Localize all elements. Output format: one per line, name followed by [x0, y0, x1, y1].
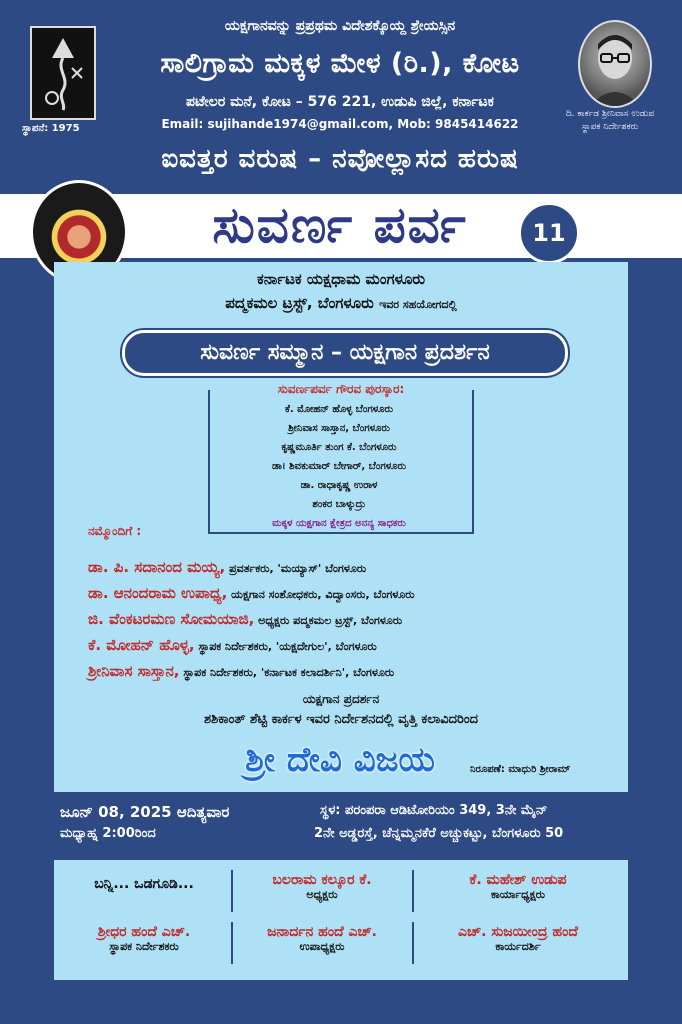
organizer-line-2	[54, 294, 628, 312]
honoree: ಶಂಕರ ಬಾಳ್ಕುದ್ರು	[312, 499, 366, 510]
organization-name: ಸಾಲಿಗ್ರಾಮ ಮಕ್ಕಳ ಮೇಳ (ರಿ.), ಕೋಟ	[160, 48, 520, 79]
guest-row	[88, 610, 608, 628]
honoree: ಕೆ. ಮೋಹನ್ ಹೊಳ್ಳ ಬೆಂಗಳೂರು	[284, 404, 394, 415]
event-time: ಮಧ್ಯಾಹ್ನ 2:00ರಿಂದ	[60, 826, 156, 841]
committee-member	[236, 872, 408, 902]
edition-badge: 11	[518, 202, 580, 264]
guest-role: ಅಧ್ಯಕ್ಷರು ಪದ್ಮಕಮಲ ಟ್ರಸ್ಟ್, ಬೆಂಗಳೂರು	[254, 614, 403, 627]
portrait-caption-role: ಸ್ಥಾಪಕ ನಿರ್ದೇಶಕರು	[581, 122, 639, 132]
guest-role: ಯಕ್ಷಗಾನ ಸಂಶೋಧಕರು, ವಿದ್ವಾಂಸರು, ಬೆಂಗಳೂರು	[227, 588, 415, 601]
contact-info: Email: sujihande1974@gmail.com, Mob: 9845414622	[161, 117, 519, 131]
guest-name: ಜಿ. ವೆಂಕಟರಮಣ ಸೋಮಯಾಜಿ,	[88, 610, 255, 628]
organizer-line-2-main: ಪದ್ಮಕಮಲ ಟ್ರಸ್ಟ್, ಬೆಂಗಳೂರು	[225, 294, 374, 312]
honor-heading-text: ಸುವರ್ಣಪರ್ವ ಗೌರವ ಪುರಸ್ಕಾರ:	[274, 382, 409, 396]
guest-role: ಪ್ರವರ್ತಕರು, 'ಮಯ್ಯಾಸ್' ಬೆಂಗಳೂರು	[225, 562, 367, 575]
honoree: ಡಾ. ರಾಧಾಕೃಷ್ಣ ಉರಾಳ	[300, 480, 378, 491]
member-name: ಕೆ. ಮಹೇಶ್ ಉಡುಪ	[469, 872, 567, 888]
member-role: ಉಪಾಧ್ಯಕ್ಷರು	[299, 940, 345, 953]
committee-member	[60, 924, 228, 954]
honor-heading	[208, 382, 474, 397]
member-name: ಶ್ರೀಧರ ಹಂದೆ ಎಚ್.	[97, 924, 191, 940]
guest-row	[88, 558, 608, 576]
column-divider	[231, 870, 233, 912]
fifty-years-slogan: ಐವತ್ತರ ವರುಷ – ನವೋಲ್ಲಾಸದ ಹರುಷ	[161, 144, 519, 174]
event-date: ಜೂನ್ 08, 2025 ಆದಿತ್ಯವಾರ	[60, 803, 230, 821]
honoree: ಕೃಷ್ಣಮೂರ್ತಿ ತುಂಗ ಕೆ. ಬೆಂಗಳೂರು	[281, 442, 397, 453]
portrait-caption	[540, 108, 680, 134]
story-title: ಶ್ರೀ ದೇವಿ ವಿಜಯ	[245, 740, 435, 780]
tagline: ಯಕ್ಷಗಾನವನ್ನು ಪ್ರಪ್ರಥಮ ವಿದೇಶಕ್ಕೊಯ್ದ ಶ್ರೇಯಸ್ಸಿನ	[224, 18, 456, 34]
event-title: ಸುವರ್ಣ ಪರ್ವ	[212, 196, 468, 254]
founder-portrait	[578, 20, 652, 108]
guest-name: ಕೆ. ಮೋಹನ್ ಹೊಳ್ಳ,	[88, 636, 195, 654]
column-divider	[412, 922, 414, 964]
member-name: ಬಲರಾಮ ಕಲ್ಕೂರ ಕೆ.	[272, 872, 372, 888]
venue-line-2: 2ನೇ ಅಡ್ಡರಸ್ತೆ, ಚೆನ್ನಮ್ಮನಕೆರೆ ಅಚ್ಚುಕಟ್ಟು, ಬೆಂಗಳೂರು 50	[314, 826, 564, 841]
committee-member	[418, 924, 618, 954]
program-title-pill: ಸುವರ್ಣ ಸಮ್ಮಾನ – ಯಕ್ಷಗಾನ ಪ್ರದರ್ಶನ	[122, 330, 568, 376]
column-divider	[231, 922, 233, 964]
member-name: ಜನಾರ್ದನ ಹಂದೆ ಎಚ್.	[267, 924, 377, 940]
performance-line: ಶಶಿಕಾಂತ್ ಶೆಟ್ಟಿ ಕಾರ್ಕಳ ಇವರ ನಿರ್ದೇಶನದಲ್ಲಿ ವೃತ್ತಿ ಕಲಾವಿದರಿಂದ	[203, 712, 479, 727]
honoree: ಡಾ। ಶಿವಕುಮಾರ್ ಬೇಗಾರ್, ಬೆಂಗಳೂರು	[271, 461, 407, 472]
honor-footer: ಮಕ್ಕಳ ಯಕ್ಷಗಾನ ಕ್ಷೇತ್ರದ ಅನನ್ಯ ಸಾಧಕರು	[272, 518, 406, 529]
member-role: ಕಾರ್ಯಾಧ್ಯಕ್ಷರು	[490, 888, 546, 901]
portrait-caption-name: ದಿ. ಕಾರ್ಕಡ ಶ್ರೀನಿವಾಸ ಉಡುಪ	[565, 109, 655, 119]
member-role: ಸ್ಥಾಪಕ ನಿರ್ದೇಶಕರು	[109, 940, 179, 953]
guest-name: ಡಾ. ಪಿ. ಸದಾನಂದ ಮಯ್ಯ,	[88, 558, 226, 576]
member-role: ಕಾರ್ಯದರ್ಶಿ	[495, 940, 541, 953]
member-name: ಎಚ್. ಸುಜಯೀಂದ್ರ ಹಂದೆ	[458, 924, 578, 940]
guest-row	[88, 584, 608, 602]
committee-member	[236, 924, 408, 954]
organization-logo	[30, 26, 96, 120]
committee-member	[418, 872, 618, 902]
honoree: ಶ್ರೀನಿವಾಸ ಸಾಸ್ತಾನ, ಬೆಂಗಳೂರು	[288, 423, 390, 434]
guest-name: ಡಾ. ಆನಂದರಾಮ ಉಪಾಧ್ಯ,	[88, 584, 228, 602]
organization-address: ಪಟೇಲರ ಮನೆ, ಕೋಟ – 576 221, ಉಡುಪಿ ಜಿಲ್ಲೆ, ಕರ್ನಾಟಕ	[186, 94, 494, 110]
guest-row	[88, 636, 608, 654]
established-year: ಸ್ಥಾಪನೆ: 1975	[22, 123, 80, 134]
member-role: ಅಧ್ಯಕ್ಷರು	[306, 888, 338, 901]
column-divider	[412, 870, 414, 912]
guest-role: ಸ್ಥಾಪಕ ನಿರ್ದೇಶಕರು, 'ಕರ್ನಾಟಕ ಕಲಾದರ್ಶಿನಿ', ಬೆಂಗಳೂರು	[179, 666, 395, 679]
performance-label: ಯಕ್ಷಗಾನ ಪ್ರದರ್ಶನ	[302, 692, 380, 706]
guest-name: ಶ್ರೀನಿವಾಸ ಸಾಸ್ತಾನ,	[88, 662, 180, 680]
organizer-line-2-suffix: ಇವರ ಸಹಯೋಗದಲ್ಲಿ	[379, 298, 457, 311]
invitation-text: ಬನ್ನಿ... ಒಡಗೂಡಿ...	[94, 876, 194, 892]
guest-row	[88, 662, 608, 680]
organizer-line-1: ಕರ್ನಾಟಕ ಯಕ್ಷಧಾಮ ಮಂಗಳೂರು	[256, 270, 426, 288]
narration-credit: ನಿರೂಪಣೆ: ಮಾಧುರಿ ಶ್ರೀರಾಮ್	[470, 764, 571, 775]
venue-line-1: ಸ್ಥಳ: ಪರಂಪರಾ ಆಡಿಟೋರಿಯಂ 349, 3ನೇ ಮೈನ್	[320, 803, 548, 818]
guests-heading: ನಮ್ಮೊಂದಿಗೆ :	[88, 524, 142, 538]
guest-role: ಸ್ಥಾಪಕ ನಿರ್ದೇಶಕರು, 'ಯಕ್ಷದೇಗುಲ', ಬೆಂಗಳೂರು	[194, 640, 377, 653]
